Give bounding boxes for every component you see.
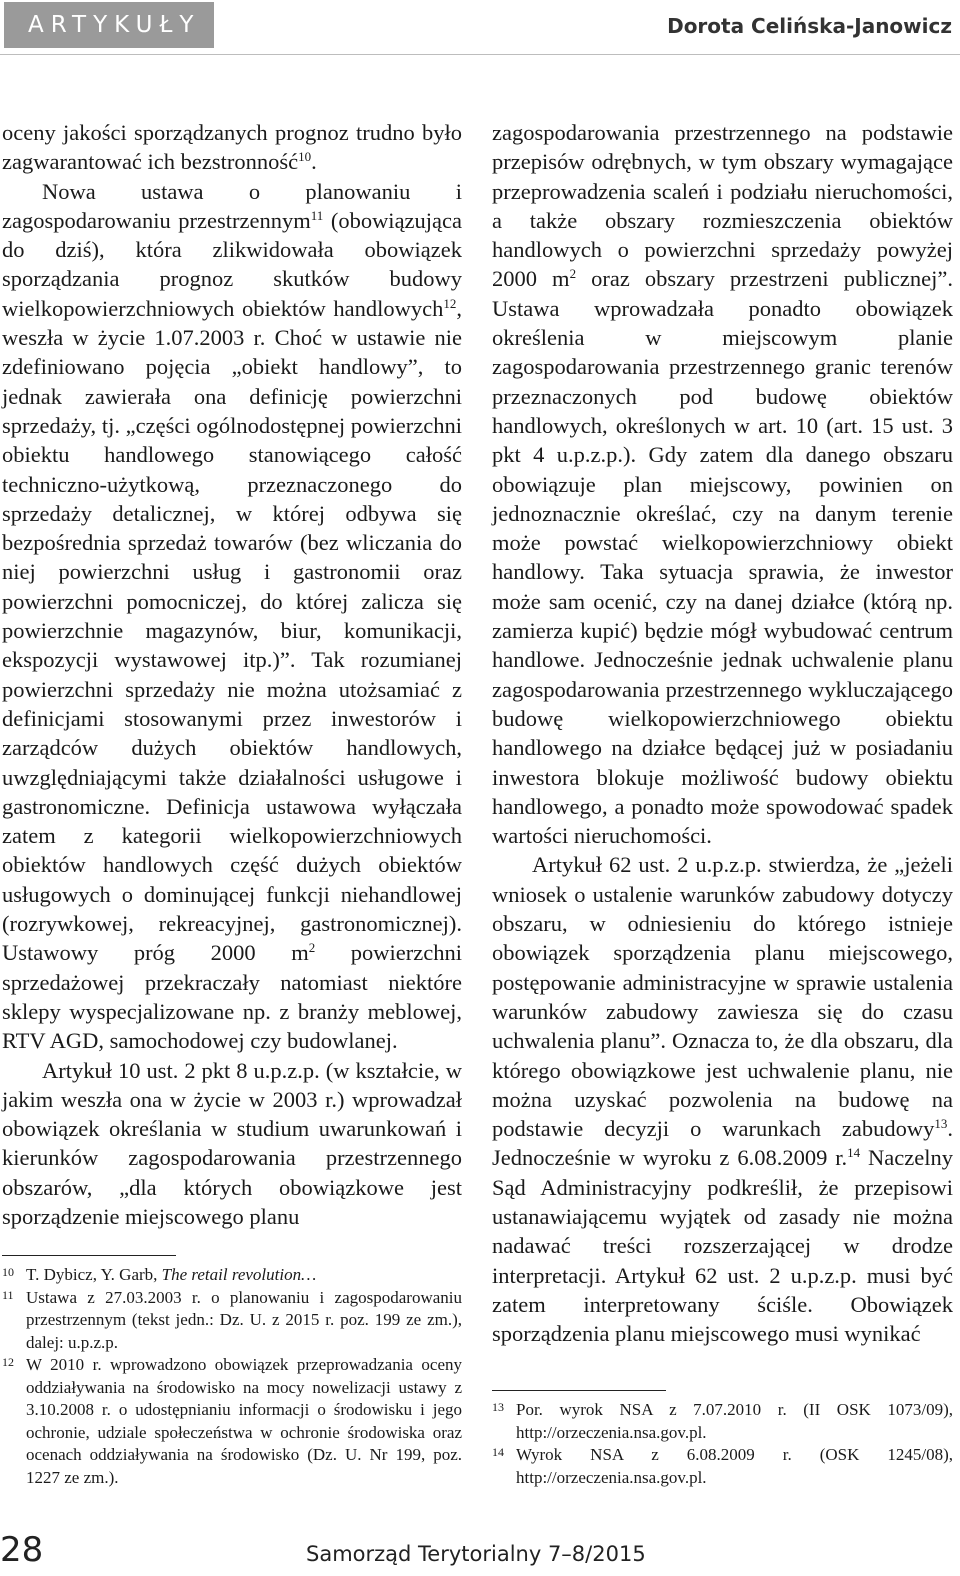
footnote: 10 T. Dybicz, Y. Garb, The retail revolution… — [2, 1265, 317, 1284]
right-column — [492, 118, 953, 1348]
footnote: 13 Por. wyrok NSA z 7.07.2010 r. (II OSK 1073/09), http://orzeczenia.nsa.gov.pl. — [492, 1400, 953, 1442]
paragraph: Artykuł 62 ust. 2 u.p.z.p. stwierdza, że „jeżeli wniosek o ustalenie warunków zabudowy dotyczy obszaru, w odniesieniu do którego istnieje obowiązek sporządzenia planu miejscowego, postępowanie administracyjne w sprawie ustalenia warunków zabudowy zawiesza się do czasu uchwalenia planu”. Oznacza to, że dla obszaru, dla którego obowiązkowe jest uchwalenie planu, nie można uzyskać pozwolenia na budowę na podstawie decyzji o warunkach zabudowy$^{13}$. Jednocześnie w wyroku z 6.08.2009 r.$^{14}$ Naczelny Sąd Administracyjny podkreślił, że przepisowi ustanawiającemu wyjątek od zasady nie można nadawać treści rozszerzającej w drodze interpretacji. Artykuł 62 ust. 2 u.p.z.p. musi być zatem interpretowany ściśle. Obowiązek sporządzenia planu miejscowego musi wynikać — [492, 852, 953, 1347]
footnote-ref[interactable]: 14 — [847, 1145, 861, 1161]
footnote-ref[interactable]: 11 — [310, 207, 324, 223]
footnote: 12 W 2010 r. wprowadzono obowiązek przeprowadzania oceny oddziaływania na środowisko na mocy nowelizacji ustawy z 3.10.2008 r. o udostępnianiu informacji o środowisku i jego ochronie, udziale społeczeństwa w ochronie środowiska oraz ocenach oddziaływania na środowisko (Dz. U. Nr 199, poz. 1227 ze zm.). — [2, 1355, 462, 1487]
footnote-divider — [492, 1390, 666, 1391]
footnote-ref[interactable]: 12 — [443, 295, 457, 311]
footnote-ref[interactable]: 10 — [298, 149, 312, 165]
superscript: 2 — [569, 266, 577, 282]
header-divider — [0, 54, 960, 55]
left-column — [2, 118, 462, 1231]
author-name: Dorota Celińska-Janowicz — [667, 14, 952, 38]
superscript: 2 — [308, 940, 316, 956]
paragraph: Nowa ustawa o planowaniu i zagospodarowaniu przestrzennym$^{11}$ (obowiązująca do dziś), która zlikwidowała obowiązek sporządzania prognoz skutków budowy wielkopowierzchniowych obiektów handlowych$^{12}$, weszła w życie 1.07.2003 r. Choć w ustawie nie zdefiniowano pojęcia „obiekt handlowy”, to jednak zawierała ona definicję powierzchni sprzedaży, tj. „części ogólnodostępnej powierzchni obiektu handlowego stanowiącego całość techniczno-użytkową, przeznaczonego do sprzedaży detalicznej, w której odbywa się bezpośrednia sprzedaż towarów (bez wliczania do niej powierzchni usług i gastronomii oraz powierzchni pomocniczej, do której zalicza się powierzchnie magazynów, biur, komunikacji, ekspozycji wystawowej itp.)”. Tak rozumianej powierzchni sprzedaży nie można utożsamiać z definicjami stosowanymi przez inwestorów i zarządców dużych obiektów handlowych, uwzględniającymi także działalności usługowe i gastronomiczne. Definicja ustawowa wyłączała zatem z kategorii wielkopowierzchniowych obiektów handlowych część dużych obiektów usługowych o dominującej funkcji niehandlowej (rozrywkowej, rekreacyjnej, gastronomicznej). Ustawowy próg 2000 $m^2$ powierzchni sprzedażowej przekraczały natomiast niektóre sklepy wyspecjalizowane np. z branży meblowej, RTV AGD, samochodowej czy budowlanej. — [2, 178, 462, 1054]
footnote: 11 Ustawa z 27.03.2003 r. o planowaniu i zagospodarowaniu przestrzennym (tekst jedn.: Dz. U. z 2015 r. poz. 199 ze zm.), dalej: u.p.z.p. — [2, 1287, 462, 1352]
paragraph: zagospodarowania przestrzennego na podstawie przepisów odrębnych, w tym obszary wymagające przeprowadzenia scaleń i podziału nieruchomości, a także obszary rozmieszczenia obiektów handlowych o powierzchni sprzedaży powyżej 2000 $m^2$ oraz obszary przestrzeni publicznej”. Ustawa wprowadzała ponadto obowiązek określenia w miejscowym planie zagospodarowania przestrzennego granic terenów przeznaczonych pod budowę obiektów handlowych, określonych w art. 10 (art. 15 ust. 3 pkt 4 u.p.z.p.). Gdy zatem dla danego obszaru obowiązuje plan miejscowy, powinien on jednoznacznie określać, czy na danym terenie może powstać wielkopowierzchniowy obiekt handlowy. Taka sytuacja sprawia, że inwestor może sam ocenić, czy na danej działce (którą np. zamierza kupić) będzie mógł wybudować centrum handlowe. Jednocześnie jednak uchwalenie planu zagospodarowania przestrzennego wykluczającego budowę wielkopowierzchniowego obiektu handlowego na działce będącej już w posiadaniu inwestora blokuje możliwość budowy obiektu handlowego, a ponadto może spowodować spadek wartości nieruchomości. — [492, 120, 953, 849]
section-label: ARTYKUŁY — [4, 2, 214, 48]
footnotes-right — [492, 1399, 953, 1489]
footnote-ref[interactable]: 13 — [934, 1116, 948, 1132]
paragraph: Artykuł 10 ust. 2 pkt 8 u.p.z.p. (w kształcie, w jakim weszła ona w życie w 2003 r.) wprowadzał obowiązek określania w studium uwarunkowań i kierunków zagospodarowania przestrzennego obszarów, „dla których obowiązkowe jest sporządzenie miejscowego planu — [2, 1057, 462, 1229]
paragraph: oceny jakości sporządzanych prognoz trudno było zagwarantować ich bezstronność$^{10}$. — [2, 120, 462, 175]
journal-title: Samorząd Terytorialny 7–8/2015 — [306, 1542, 646, 1566]
footnotes-left — [2, 1264, 462, 1489]
footnote-divider — [2, 1255, 176, 1256]
page-number: 28 — [0, 1530, 44, 1570]
footnote: 14 Wyrok NSA z 6.08.2009 r. (OSK 1245/08), http://orzeczenia.nsa.gov.pl. — [492, 1445, 953, 1487]
